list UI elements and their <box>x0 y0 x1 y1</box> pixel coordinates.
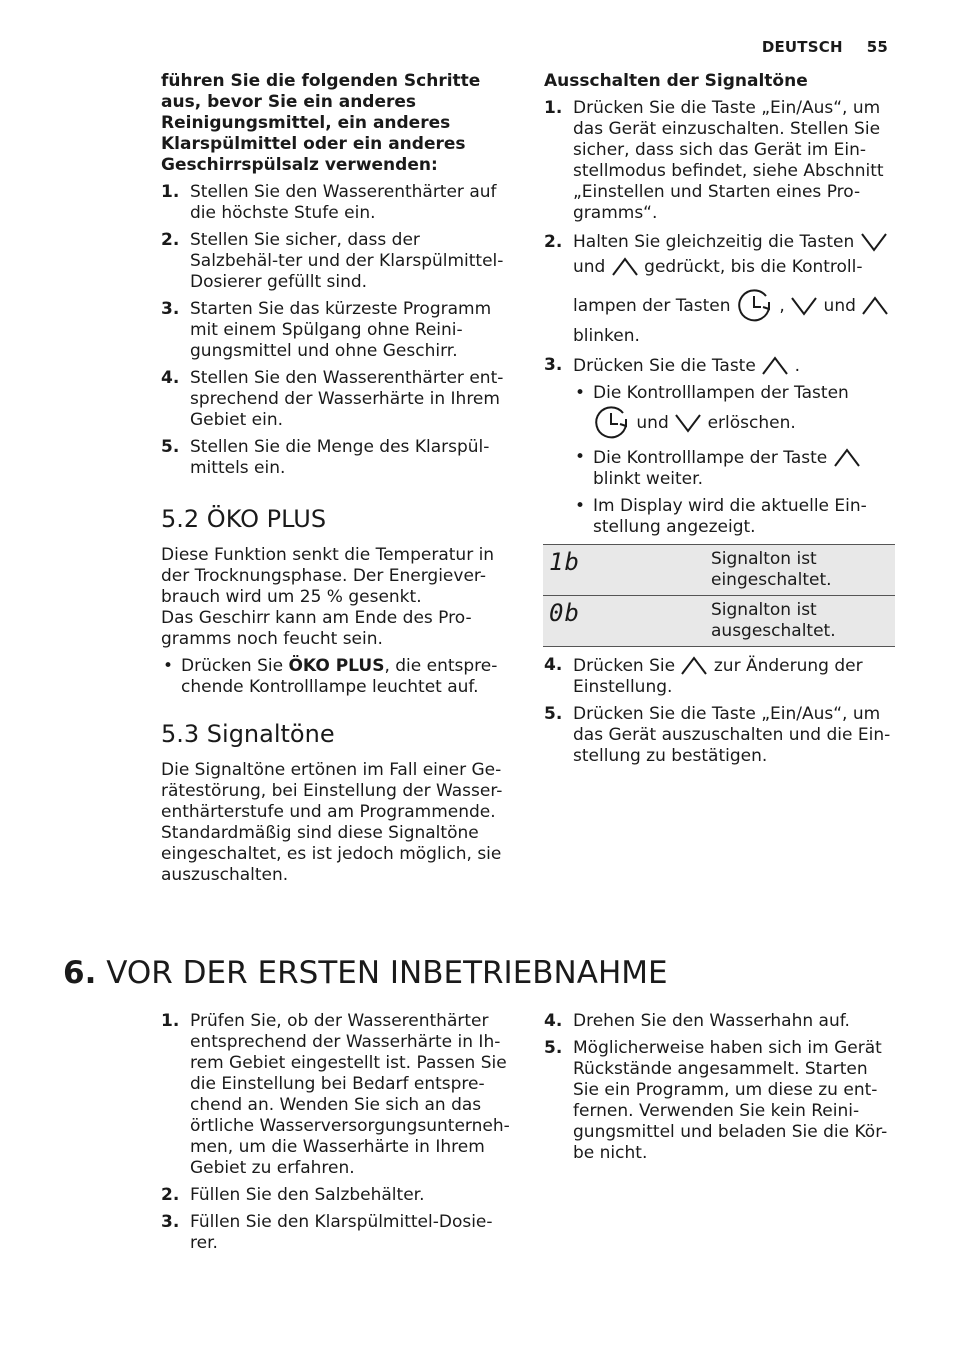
step-text: zur Änderung der Einstellung. <box>573 656 863 697</box>
step-number: 1. <box>161 1011 180 1031</box>
list-item <box>544 98 896 224</box>
step-number: 4. <box>161 368 180 388</box>
chevron-down-icon <box>790 295 818 317</box>
oko-para1: Diese Funktion senkt die Temperatur in der Trocknungsphase. Der Energiever-brauch wird um 25 % gesenkt. <box>161 545 495 607</box>
step-text: , <box>779 296 785 316</box>
left-column <box>161 71 513 886</box>
chevron-up-icon <box>861 295 889 317</box>
list-item <box>544 655 896 698</box>
table-cell <box>543 545 705 596</box>
section6-left <box>161 1011 513 1260</box>
page-header <box>738 38 888 56</box>
table-cell: Signalton ist eingeschaltet. <box>705 545 895 596</box>
oko-bullets <box>161 656 513 698</box>
step-text: blinken. <box>573 326 640 346</box>
step-text: . <box>794 356 801 376</box>
chevron-up-icon <box>611 256 639 278</box>
signal-heading: 5.3 Signaltöne <box>161 720 335 748</box>
step-number: 2. <box>161 1185 180 1205</box>
step-text: und <box>823 296 856 316</box>
step-number: 4. <box>544 655 563 675</box>
bullet-text: Die Kontrolllampe der Taste <box>593 448 828 468</box>
step-number: 3. <box>161 1212 180 1232</box>
list-item <box>161 230 513 293</box>
intro-bold: führen Sie die folgenden Schritte aus, bevor Sie ein anderes Reinigungsmittel, ein anderes Klarspülmittel oder ein anderes Geschirrspülsalz verwenden: <box>161 71 481 175</box>
list-item <box>161 299 513 362</box>
step-number: 1. <box>161 182 180 202</box>
step-text: und <box>573 257 606 277</box>
step-number: 2. <box>544 232 563 252</box>
list-item <box>161 368 513 431</box>
list-item <box>161 656 513 698</box>
step-text: Drücken Sie die Taste „Ein/Aus“, um das Gerät auszuschalten und die Ein-stellung zu bestätigen. <box>573 704 891 766</box>
right-column <box>544 71 896 773</box>
list-item <box>544 704 896 767</box>
section6-steps-right <box>544 1011 896 1164</box>
list-item <box>573 496 896 538</box>
list-item <box>544 355 896 647</box>
step-text: Drücken Sie die Taste <box>573 356 756 376</box>
step-text: Drehen Sie den Wasserhahn auf. <box>573 1011 850 1031</box>
table-cell <box>543 596 705 647</box>
list-item <box>161 437 513 479</box>
oko-plus-label: ÖKO PLUS <box>288 656 385 676</box>
list-item <box>573 447 896 490</box>
list-item <box>161 1011 513 1179</box>
bullet-text: Im Display wird die aktuelle Ein-stellung angezeigt. <box>593 496 867 537</box>
step-text: Drücken Sie die Taste „Ein/Aus“, um das Gerät einzuschalten. Stellen Sie sicher, dass sich das Gerät im Ein-stellmodus befindet, siehe Abschnitt „Einstellen und Starten eines Pro-gramms“. <box>573 98 884 223</box>
section-number: 6. <box>63 955 97 991</box>
bullet-text: erlöschen. <box>707 413 796 433</box>
table-row <box>543 545 895 596</box>
step3-bullets <box>573 381 896 538</box>
step-text: Möglicherweise haben sich im Gerät Rückstände angesammelt. Starten Sie ein Programm, um diese zu ent-fernen. Verwenden Sie kein Reini-gungsmittel und beladen Sie die Kör-be nicht. <box>573 1038 888 1163</box>
step-text: Stellen Sie die Menge des Klarspül-mittels ein. <box>190 437 490 478</box>
step-number: 3. <box>544 355 563 375</box>
step-text: Stellen Sie sicher, dass der Salzbehäl-ter und der Klarspülmittel-Dosierer gefüllt sind. <box>190 230 504 292</box>
table-row <box>543 596 895 647</box>
step-number: 1. <box>544 98 563 118</box>
step-text: Halten Sie gleichzeitig die Tasten <box>573 232 855 252</box>
step-text: gedrückt, bis die Kontroll- <box>644 257 863 277</box>
step-text: Füllen Sie den Salzbehälter. <box>190 1185 425 1205</box>
bullet-text: und <box>636 413 669 433</box>
chevron-down-icon <box>860 231 888 253</box>
oko-heading: 5.2 ÖKO PLUS <box>161 505 327 533</box>
bullet-text: Drücken Sie <box>181 656 289 676</box>
signal-table <box>543 544 895 647</box>
step-number: 5. <box>161 437 180 457</box>
list-item <box>544 1038 896 1164</box>
bullet-text: blinkt weiter. <box>593 469 703 489</box>
step-number: 3. <box>161 299 180 319</box>
oko-para2: Das Geschirr kann am Ende des Pro-gramms noch feucht sein. <box>161 608 472 649</box>
off-steps <box>544 98 896 767</box>
step-text: Starten Sie das kürzeste Programm mit einem Spülgang ohne Reini-gungsmittel und ohne Geschirr. <box>190 299 492 361</box>
section6-steps-left <box>161 1011 513 1254</box>
off-heading: Ausschalten der Signaltöne <box>544 71 808 91</box>
step-text: lampen der Tasten <box>573 296 731 316</box>
step-text: Drücken Sie <box>573 656 676 676</box>
list-item <box>161 182 513 224</box>
list-item <box>544 1011 896 1032</box>
bullet-text: Die Kontrolllampen der Tasten <box>593 383 849 403</box>
step-text: Stellen Sie den Wasserenthärter auf die höchste Stufe ein. <box>190 182 497 223</box>
list-item <box>161 1185 513 1206</box>
table-cell: Signalton ist ausgeschaltet. <box>705 596 895 647</box>
display-code: 1b <box>549 548 580 576</box>
step-number: 2. <box>161 230 180 250</box>
chevron-up-icon <box>833 447 861 469</box>
signal-para: Die Signaltöne ertönen im Fall einer Ge-rätestörung, bei Einstellung der Wasser-enthärterstufe und am Programmende. Standardmäßig sind diese Signaltöne eingeschaltet, es ist jedoch möglich, sie auszuschalten. <box>161 760 503 885</box>
section-title: VOR DER ERSTEN INBETRIEBNAHME <box>106 955 668 991</box>
list-item <box>544 230 896 349</box>
step-text: Stellen Sie den Wasserenthärter ent-sprechend der Wasserhärte in Ihrem Gebiet ein. <box>190 368 504 430</box>
chevron-up-icon <box>761 355 789 377</box>
list-item <box>573 381 896 441</box>
timer-icon <box>736 288 774 324</box>
section6-heading <box>63 955 668 991</box>
intro-steps <box>161 182 513 479</box>
chevron-up-icon <box>680 655 708 677</box>
chevron-down-icon <box>674 412 702 434</box>
step-text: Füllen Sie den Klarspülmittel-Dosie-rer. <box>190 1212 493 1253</box>
section6-right <box>544 1011 896 1170</box>
step-text: Prüfen Sie, ob der Wasserenthärter entsprechend der Wasserhärte in Ih-rem Gebiet eingestellt ist. Passen Sie die Einstellung bei Bedarf entspre-chend an. Wenden Sie sich an das örtliche Wasserversorgungsunterneh-men, um die Wasserhärte in Ihrem Gebiet zu erfahren. <box>190 1011 510 1178</box>
display-code: 0b <box>549 599 580 627</box>
bullet-text: , die entspre-chende Kontrolllampe leuchtet auf. <box>181 656 498 697</box>
step-number: 5. <box>544 1038 563 1058</box>
step-number: 5. <box>544 704 563 724</box>
list-item <box>161 1212 513 1254</box>
timer-icon <box>593 405 631 441</box>
step-number: 4. <box>544 1011 563 1031</box>
page-number: 55 <box>866 38 888 56</box>
language-label: DEUTSCH <box>761 38 843 56</box>
